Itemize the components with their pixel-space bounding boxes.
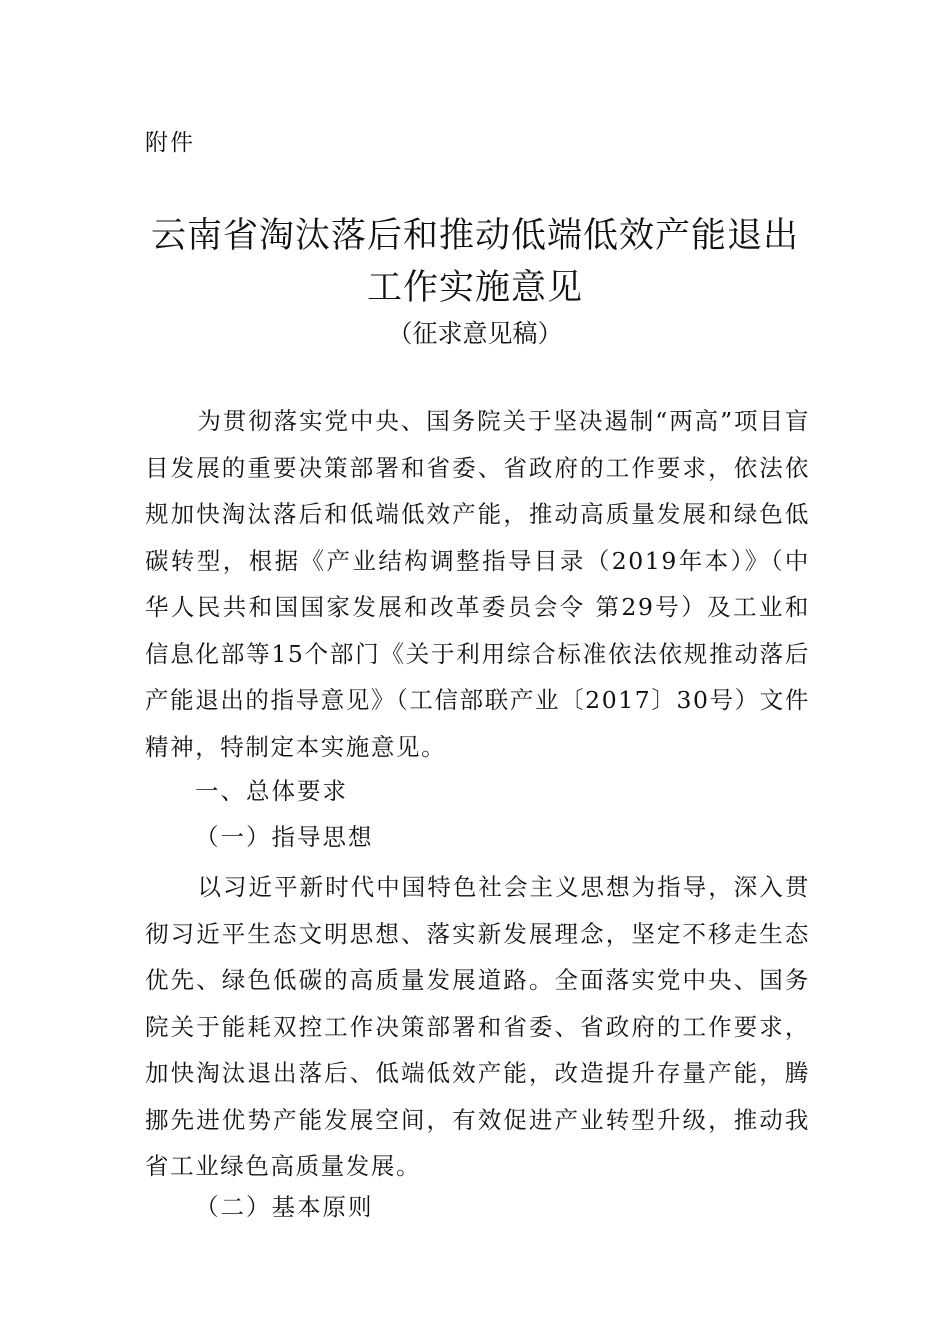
document-title-line-1: 云南省淘汰落后和推动低端低效产能退出 <box>150 216 799 256</box>
subsection-heading-guiding-ideology: （一）指导思想 <box>195 823 374 851</box>
attachment-label: 附件 <box>145 130 195 156</box>
section-heading-general-requirements: 一、总体要求 <box>195 777 348 805</box>
intro-paragraph <box>145 398 810 770</box>
subsection-heading-basic-principles: （二）基本原则 <box>195 1193 374 1221</box>
guiding-ideology-paragraph <box>145 864 810 1190</box>
document-title-line-2: 工作实施意见 <box>366 268 583 308</box>
intro-paragraph-text: 为贯彻落实党中央、国务院关于坚决遏制“两高”项目盲目发展的重要决策部署和省委、省政府的工作要求，依法依规加快淘汰落后和低端低效产能，推动高质量发展和绿色低碳转型，根据《产业结构调整指导目录（2019年本）》（中华人民共和国国家发展和改革委员会令 第29号）及工业和信息化部等15个部门《关于利用综合标准依法依规推动落后产能退出的指导意见》（工信部联产业〔2017〕30号）文件精神，特制定本实施意见。 <box>145 407 810 761</box>
guiding-ideology-paragraph-text: 以习近平新时代中国特色社会主义思想为指导，深入贯彻习近平生态文明思想、落实新发展理念，坚定不移走生态优先、绿色低碳的高质量发展道路。全面落实党中央、国务院关于能耗双控工作决策部署和省委、省政府的工作要求，加快淘汰退出落后、低端低效产能，改造提升存量产能，腾挪先进优势产能发展空间，有效促进产业转型升级，推动我省工业绿色高质量发展。 <box>145 873 810 1180</box>
document-subtitle: （征求意见稿） <box>387 319 563 348</box>
